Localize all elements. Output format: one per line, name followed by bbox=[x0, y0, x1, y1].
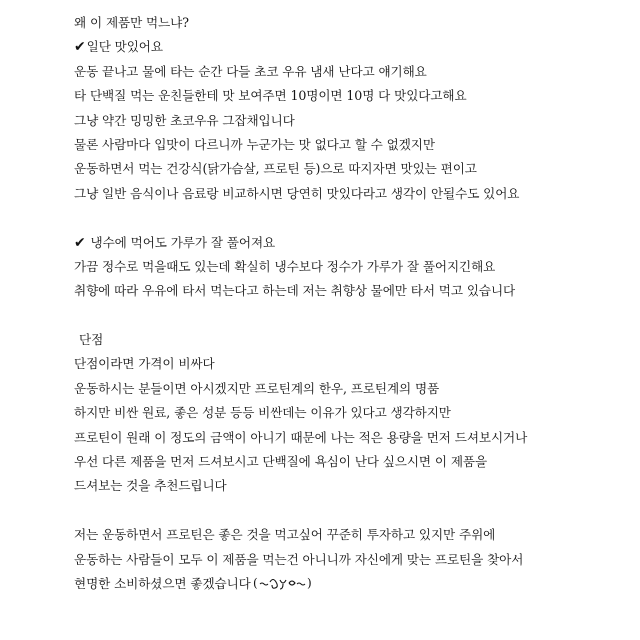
flourish-emoticon-icon bbox=[253, 575, 317, 591]
paragraph-line: 그냥 약간 밍밍한 초코우유 그잡채입니다 bbox=[74, 112, 295, 128]
paragraph-spacer bbox=[74, 304, 624, 328]
paragraph-line: 물론 사람마다 입맛이 다르니까 누군가는 맛 없다고 할 수 없겠지만 bbox=[74, 136, 435, 152]
section-title-text: 냉수에 먹어도 가루가 잘 풀어져요 bbox=[86, 234, 276, 250]
svg-text:): ) bbox=[306, 575, 312, 590]
paragraph-line: 드셔보는 것을 추천드립니다 bbox=[74, 478, 227, 494]
closing-line bbox=[74, 572, 624, 596]
paragraph-line: 우선 다른 제품을 먼저 드셔보시고 단백질에 욕심이 난다 싶으시면 이 제품을 bbox=[74, 454, 488, 470]
section-title-taste bbox=[74, 35, 624, 59]
section-title-solubility bbox=[74, 231, 624, 255]
section-title-downside: 단점 bbox=[79, 332, 104, 348]
paragraph-line: 단점이라면 가격이 비싸다 bbox=[74, 356, 215, 372]
checkmark-icon: ✔ bbox=[74, 39, 86, 56]
paragraph-spacer bbox=[74, 499, 624, 523]
document-heading: 왜 이 제품만 먹느냐? bbox=[74, 15, 189, 30]
closing-text: 현명한 소비하셨으면 좋겠습니다 bbox=[74, 575, 251, 591]
paragraph-line: 저는 운동하면서 프로틴은 좋은 것을 먹고싶어 꾸준히 투자하고 있지만 주위에 bbox=[74, 527, 496, 543]
paragraph-line: 가끔 정수로 먹을때도 있는데 확실히 냉수보다 정수가 가루가 잘 풀어지긴해요 bbox=[74, 258, 496, 274]
paragraph-line: 운동하는 사람들이 모두 이 제품을 먹는건 아니니까 자신에게 맞는 프로틴을 찾아서 bbox=[74, 551, 524, 567]
paragraph-line: 타 단백질 먹는 운친들한테 맛 보여주면 10명이면 10명 다 맛있다고해요 bbox=[74, 88, 467, 104]
section-title-text: 일단 맛있어요 bbox=[86, 39, 163, 55]
paragraph-line: 하지만 비싼 원료, 좋은 성분 등등 비싼데는 이유가 있다고 생각하지만 bbox=[74, 405, 451, 421]
paragraph-line: 운동하면서 먹는 건강식(닭가슴살, 프로틴 등)으로 따지자면 맛있는 편이고 bbox=[74, 161, 477, 177]
paragraph-spacer bbox=[74, 206, 624, 230]
svg-text:(: ( bbox=[252, 575, 258, 590]
paragraph-line: 그냥 일반 음식이나 음료랑 비교하시면 당연히 맛있다라고 생각이 안될수도 있어요 bbox=[74, 185, 520, 201]
paragraph-line: 취향에 따라 우유에 타서 먹는다고 하는데 저는 취향상 물에만 타서 먹고 있습니다 bbox=[74, 283, 516, 299]
paragraph-line: 운동 끝나고 물에 타는 순간 다들 초코 우유 냄새 난다고 얘기해요 bbox=[74, 63, 427, 79]
paragraph-line: 운동하시는 분들이면 아시겠지만 프로틴계의 한우, 프로틴계의 명품 bbox=[74, 380, 440, 396]
paragraph-line: 프로틴이 원래 이 정도의 금액이 아니기 때문에 나는 적은 용량을 먼저 드셔보시거나 bbox=[74, 429, 528, 445]
checkmark-icon: ✔ bbox=[74, 234, 86, 251]
